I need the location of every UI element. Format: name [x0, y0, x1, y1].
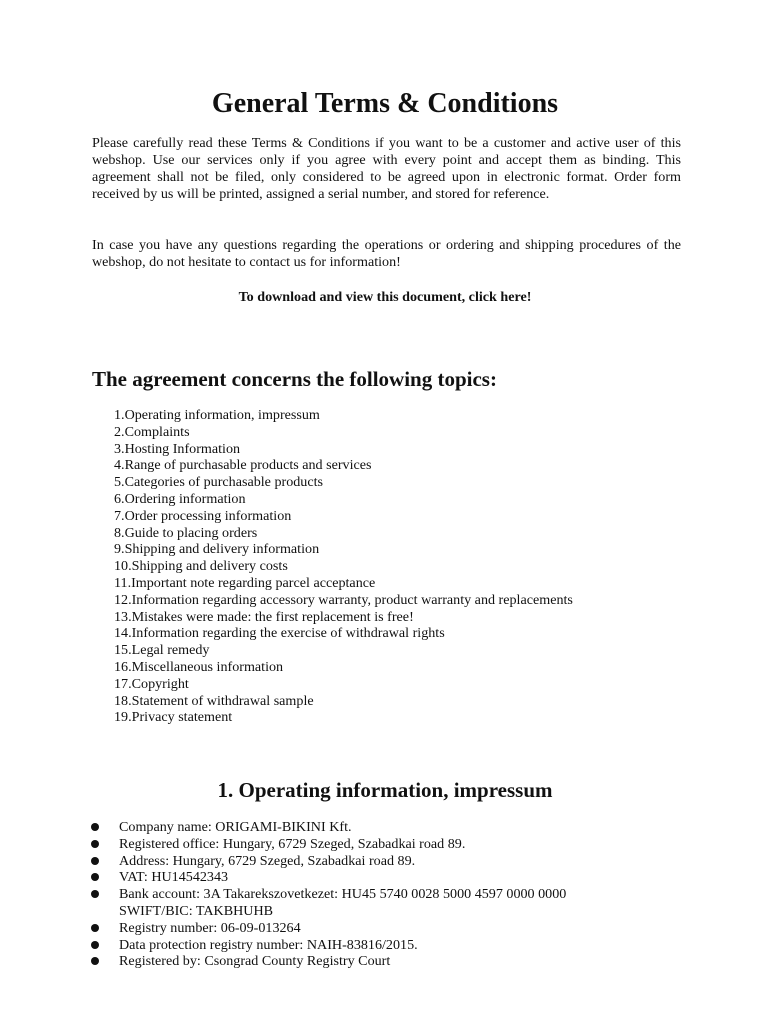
bullet-icon	[91, 823, 99, 831]
vat-number: VAT: HU14542343	[119, 869, 229, 886]
list-item	[90, 953, 566, 970]
bank-account: Bank account: 3A Takarekszovetkezet: HU45 5740 0028 5000 4597 0000 0000	[119, 886, 567, 903]
address: Address: Hungary, 6729 Szeged, Szabadkai road 89.	[119, 852, 416, 869]
bullet-icon	[91, 857, 99, 865]
bullet-icon	[91, 873, 99, 881]
registry-court: Registered by: Csongrad County Registry Court	[119, 953, 391, 970]
topic-item: 1.Operating information, impressum	[114, 407, 320, 423]
topic-item: 9.Shipping and delivery information	[114, 541, 320, 558]
topic-item: 14.Information regarding the exercise of withdrawal rights	[114, 625, 445, 642]
topic-item: 17.Copyright	[114, 675, 189, 692]
topic-item: 6.Ordering information	[114, 490, 246, 507]
bullet-icon	[91, 840, 99, 848]
topic-item: 8.Guide to placing orders	[114, 524, 258, 541]
topic-item: 4.Range of purchasable products and services	[114, 457, 372, 474]
company-info-list	[90, 819, 566, 970]
topic-item: 3.Hosting Information	[114, 440, 241, 457]
intro-paragraph: Please carefully read these Terms & Conditions if you want to be a customer and active user of this webshop. Use our services only if you agree with every point and accept them as binding. This agreement shall not be filed, only considered to be agreed upon in electronic format. Order form received by us will be printed, assigned a serial number, and stored for reference.	[92, 135, 681, 202]
data-protection-number: Data protection registry number: NAIH-83816/2015.	[119, 936, 418, 953]
bullet-icon	[91, 957, 99, 965]
bullet-icon	[91, 941, 99, 949]
download-link[interactable]: To download and view this document, click here!	[238, 289, 532, 305]
topic-item: 12.Information regarding accessory warranty, product warranty and replacements	[114, 591, 573, 608]
bullet-icon	[91, 890, 99, 898]
list-item	[90, 886, 566, 920]
list-item	[90, 920, 566, 937]
topic-item: 13.Mistakes were made: the first replacement is free!	[114, 608, 414, 625]
list-item	[90, 836, 566, 853]
registry-number: Registry number: 06-09-013264	[119, 919, 301, 936]
topics-heading: The agreement concerns the following topics:	[92, 367, 497, 391]
topic-item: 11.Important note regarding parcel acceptance	[114, 574, 376, 591]
section-1-heading: 1. Operating information, impressum	[217, 778, 553, 802]
topic-item: 5.Categories of purchasable products	[114, 474, 323, 491]
contact-paragraph: In case you have any questions regarding the operations or ordering and shipping procedures of the webshop, do not hesitate to contact us for information!	[92, 237, 681, 270]
topic-item: 2.Complaints	[114, 423, 190, 440]
topic-item: 18.Statement of withdrawal sample	[114, 692, 314, 709]
topic-item: 16.Miscellaneous information	[114, 658, 284, 675]
bullet-icon	[91, 924, 99, 932]
list-item	[90, 937, 566, 954]
page-title: General Terms & Conditions	[211, 88, 559, 119]
topic-item: 10.Shipping and delivery costs	[114, 558, 288, 575]
list-item	[90, 853, 566, 870]
company-name: Company name: ORIGAMI-BIKINI Kft.	[119, 819, 352, 835]
topic-item: 7.Order processing information	[114, 507, 292, 524]
topic-item: 15.Legal remedy	[114, 642, 210, 659]
list-item	[90, 819, 566, 836]
list-item	[90, 869, 566, 886]
swift-bic: SWIFT/BIC: TAKBHUHB	[119, 902, 274, 919]
topic-item: 19.Privacy statement	[114, 709, 233, 726]
registered-office: Registered office: Hungary, 6729 Szeged, Szabadkai road 89.	[119, 835, 466, 852]
topics-list	[114, 407, 573, 726]
